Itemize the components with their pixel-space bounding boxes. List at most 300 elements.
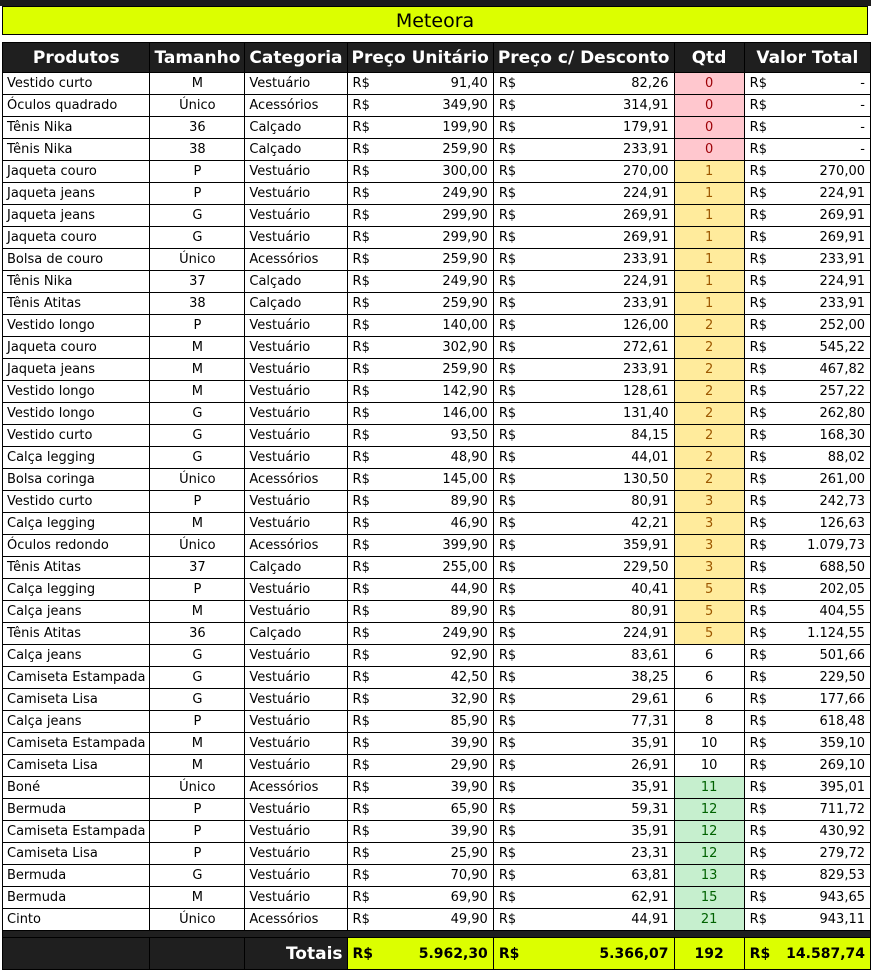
- cell-tamanho[interactable]: 36: [150, 117, 245, 139]
- cell-preco-unitario[interactable]: R$ 142,90: [347, 381, 493, 403]
- cell-qtd[interactable]: 1: [674, 249, 744, 271]
- cell-preco-desconto[interactable]: R$ 26,91: [493, 755, 674, 777]
- cell-tamanho[interactable]: 38: [150, 293, 245, 315]
- cell-qtd[interactable]: 6: [674, 689, 744, 711]
- cell-qtd[interactable]: 13: [674, 865, 744, 887]
- cell-produto[interactable]: Camiseta Lisa: [3, 689, 150, 711]
- cell-qtd[interactable]: 2: [674, 425, 744, 447]
- cell-produto[interactable]: Bermuda: [3, 799, 150, 821]
- cell-valor-total[interactable]: R$ 1.124,55: [744, 623, 870, 645]
- cell-tamanho[interactable]: Único: [150, 249, 245, 271]
- cell-qtd[interactable]: 8: [674, 711, 744, 733]
- total-preco-unitario[interactable]: R$ 5.962,30: [347, 938, 493, 970]
- cell-produto[interactable]: Tênis Nika: [3, 117, 150, 139]
- cell-qtd[interactable]: 0: [674, 73, 744, 95]
- cell-valor-total[interactable]: R$ -: [744, 95, 870, 117]
- cell-tamanho[interactable]: 37: [150, 271, 245, 293]
- cell-preco-unitario[interactable]: R$ 140,00: [347, 315, 493, 337]
- cell-preco-unitario[interactable]: R$ 49,90: [347, 909, 493, 931]
- cell-categoria[interactable]: Acessórios: [245, 777, 347, 799]
- cell-valor-total[interactable]: R$ 430,92: [744, 821, 870, 843]
- cell-preco-desconto[interactable]: R$ 130,50: [493, 469, 674, 491]
- cell-produto[interactable]: Jaqueta jeans: [3, 359, 150, 381]
- cell-categoria[interactable]: Vestuário: [245, 755, 347, 777]
- cell-tamanho[interactable]: G: [150, 689, 245, 711]
- cell-produto[interactable]: Óculos redondo: [3, 535, 150, 557]
- cell-qtd[interactable]: 11: [674, 777, 744, 799]
- cell-preco-unitario[interactable]: R$ 302,90: [347, 337, 493, 359]
- cell-produto[interactable]: Camiseta Estampada: [3, 667, 150, 689]
- cell-valor-total[interactable]: R$ 202,05: [744, 579, 870, 601]
- cell-tamanho[interactable]: M: [150, 601, 245, 623]
- cell-categoria[interactable]: Vestuário: [245, 161, 347, 183]
- cell-categoria[interactable]: Vestuário: [245, 601, 347, 623]
- cell-tamanho[interactable]: G: [150, 205, 245, 227]
- cell-qtd[interactable]: 6: [674, 667, 744, 689]
- cell-valor-total[interactable]: R$ 395,01: [744, 777, 870, 799]
- cell-categoria[interactable]: Acessórios: [245, 469, 347, 491]
- col-header-valor-total[interactable]: Valor Total: [744, 43, 870, 73]
- cell-qtd[interactable]: 10: [674, 755, 744, 777]
- cell-produto[interactable]: Bermuda: [3, 887, 150, 909]
- cell-categoria[interactable]: Vestuário: [245, 667, 347, 689]
- cell-valor-total[interactable]: R$ 404,55: [744, 601, 870, 623]
- col-header-produtos[interactable]: Produtos: [3, 43, 150, 73]
- cell-valor-total[interactable]: R$ 545,22: [744, 337, 870, 359]
- cell-tamanho[interactable]: Único: [150, 95, 245, 117]
- cell-categoria[interactable]: Calçado: [245, 117, 347, 139]
- cell-valor-total[interactable]: R$ 168,30: [744, 425, 870, 447]
- cell-preco-unitario[interactable]: R$ 255,00: [347, 557, 493, 579]
- cell-preco-unitario[interactable]: R$ 259,90: [347, 293, 493, 315]
- cell-tamanho[interactable]: M: [150, 359, 245, 381]
- cell-categoria[interactable]: Vestuário: [245, 205, 347, 227]
- cell-produto[interactable]: Calça legging: [3, 579, 150, 601]
- cell-tamanho[interactable]: Único: [150, 535, 245, 557]
- cell-produto[interactable]: Jaqueta couro: [3, 227, 150, 249]
- total-qtd[interactable]: 192: [674, 938, 744, 970]
- table-row: [3, 689, 871, 711]
- col-header-categoria[interactable]: Categoria: [245, 43, 347, 73]
- cell-categoria[interactable]: Vestuário: [245, 843, 347, 865]
- cell-preco-desconto[interactable]: R$ 314,91: [493, 95, 674, 117]
- cell-tamanho[interactable]: M: [150, 337, 245, 359]
- cell-valor-total[interactable]: R$ 177,66: [744, 689, 870, 711]
- cell-valor-total[interactable]: R$ 711,72: [744, 799, 870, 821]
- cell-categoria[interactable]: Acessórios: [245, 95, 347, 117]
- cell-preco-unitario[interactable]: R$ 85,90: [347, 711, 493, 733]
- cell-categoria[interactable]: Vestuário: [245, 447, 347, 469]
- cell-preco-desconto[interactable]: R$ 59,31: [493, 799, 674, 821]
- cell-tamanho[interactable]: P: [150, 491, 245, 513]
- cell-qtd[interactable]: 5: [674, 601, 744, 623]
- cell-categoria[interactable]: Vestuário: [245, 865, 347, 887]
- cell-categoria[interactable]: Vestuário: [245, 337, 347, 359]
- cell-categoria[interactable]: Calçado: [245, 139, 347, 161]
- cell-qtd[interactable]: 2: [674, 403, 744, 425]
- cell-preco-unitario[interactable]: R$ 44,90: [347, 579, 493, 601]
- cell-preco-desconto[interactable]: R$ 128,61: [493, 381, 674, 403]
- cell-preco-desconto[interactable]: R$ 272,61: [493, 337, 674, 359]
- total-valor[interactable]: R$ 14.587,74: [744, 938, 870, 970]
- table-row: [3, 205, 871, 227]
- cell-categoria[interactable]: Vestuário: [245, 513, 347, 535]
- cell-preco-unitario[interactable]: R$ 199,90: [347, 117, 493, 139]
- cell-valor-total[interactable]: R$ 269,91: [744, 227, 870, 249]
- cell-tamanho[interactable]: G: [150, 645, 245, 667]
- cell-preco-desconto[interactable]: R$ 77,31: [493, 711, 674, 733]
- cell-categoria[interactable]: Calçado: [245, 271, 347, 293]
- cell-preco-unitario[interactable]: R$ 46,90: [347, 513, 493, 535]
- cell-preco-desconto[interactable]: R$ 229,50: [493, 557, 674, 579]
- cell-categoria[interactable]: Vestuário: [245, 73, 347, 95]
- cell-tamanho[interactable]: M: [150, 73, 245, 95]
- table-row: [3, 601, 871, 623]
- cell-valor-total[interactable]: R$ 279,72: [744, 843, 870, 865]
- cell-produto[interactable]: Bolsa coringa: [3, 469, 150, 491]
- cell-qtd[interactable]: 2: [674, 315, 744, 337]
- cell-preco-desconto[interactable]: R$ 233,91: [493, 359, 674, 381]
- totals-label[interactable]: Totais: [245, 938, 347, 970]
- cell-valor-total[interactable]: R$ 233,91: [744, 293, 870, 315]
- cell-categoria[interactable]: Vestuário: [245, 887, 347, 909]
- cell-valor-total[interactable]: R$ 359,10: [744, 733, 870, 755]
- cell-preco-unitario[interactable]: R$ 145,00: [347, 469, 493, 491]
- cell-qtd[interactable]: 21: [674, 909, 744, 931]
- separator-row: [3, 931, 871, 938]
- cell-tamanho[interactable]: Único: [150, 777, 245, 799]
- cell-preco-unitario[interactable]: R$ 93,50: [347, 425, 493, 447]
- cell-preco-unitario[interactable]: R$ 299,90: [347, 227, 493, 249]
- cell-preco-desconto[interactable]: R$ 35,91: [493, 777, 674, 799]
- cell-tamanho[interactable]: G: [150, 865, 245, 887]
- cell-produto[interactable]: Vestido curto: [3, 425, 150, 447]
- cell-valor-total[interactable]: R$ 261,00: [744, 469, 870, 491]
- cell-preco-unitario[interactable]: R$ 399,90: [347, 535, 493, 557]
- cell-produto[interactable]: Tênis Nika: [3, 271, 150, 293]
- cell-produto[interactable]: Jaqueta jeans: [3, 183, 150, 205]
- cell-produto[interactable]: Tênis Atitas: [3, 623, 150, 645]
- cell-preco-unitario[interactable]: R$ 249,90: [347, 623, 493, 645]
- cell-preco-desconto[interactable]: R$ 44,91: [493, 909, 674, 931]
- cell-preco-unitario[interactable]: R$ 249,90: [347, 271, 493, 293]
- cell-preco-desconto[interactable]: R$ 29,61: [493, 689, 674, 711]
- cell-tamanho[interactable]: P: [150, 799, 245, 821]
- cell-tamanho[interactable]: P: [150, 579, 245, 601]
- cell-valor-total[interactable]: R$ -: [744, 139, 870, 161]
- cell-preco-desconto[interactable]: R$ 80,91: [493, 491, 674, 513]
- cell-tamanho[interactable]: 38: [150, 139, 245, 161]
- cell-produto[interactable]: Jaqueta jeans: [3, 205, 150, 227]
- cell-valor-total[interactable]: R$ 257,22: [744, 381, 870, 403]
- cell-qtd[interactable]: 2: [674, 359, 744, 381]
- cell-qtd[interactable]: 2: [674, 447, 744, 469]
- cell-preco-desconto[interactable]: R$ 63,81: [493, 865, 674, 887]
- cell-valor-total[interactable]: R$ 269,10: [744, 755, 870, 777]
- cell-categoria[interactable]: Vestuário: [245, 403, 347, 425]
- cell-categoria[interactable]: Vestuário: [245, 425, 347, 447]
- cell-qtd[interactable]: 5: [674, 623, 744, 645]
- cell-valor-total[interactable]: R$ -: [744, 117, 870, 139]
- cell-categoria[interactable]: Calçado: [245, 293, 347, 315]
- cell-preco-desconto[interactable]: R$ 80,91: [493, 601, 674, 623]
- cell-categoria[interactable]: Vestuário: [245, 183, 347, 205]
- cell-produto[interactable]: Vestido longo: [3, 315, 150, 337]
- cell-produto[interactable]: Tênis Atitas: [3, 293, 150, 315]
- cell-preco-unitario[interactable]: R$ 300,00: [347, 161, 493, 183]
- table-row: [3, 337, 871, 359]
- col-header-preco-desconto[interactable]: Preço c/ Desconto: [493, 43, 674, 73]
- cell-preco-desconto[interactable]: R$ 269,91: [493, 227, 674, 249]
- cell-valor-total[interactable]: R$ 224,91: [744, 183, 870, 205]
- cell-preco-unitario[interactable]: R$ 42,50: [347, 667, 493, 689]
- cell-tamanho[interactable]: G: [150, 403, 245, 425]
- cell-produto[interactable]: Calça legging: [3, 513, 150, 535]
- cell-categoria[interactable]: Vestuário: [245, 227, 347, 249]
- cell-valor-total[interactable]: R$ 88,02: [744, 447, 870, 469]
- cell-tamanho[interactable]: M: [150, 381, 245, 403]
- cell-qtd[interactable]: 1: [674, 205, 744, 227]
- cell-tamanho[interactable]: M: [150, 733, 245, 755]
- cell-categoria[interactable]: Acessórios: [245, 249, 347, 271]
- table-row: [3, 293, 871, 315]
- cell-preco-unitario[interactable]: R$ 39,90: [347, 821, 493, 843]
- cell-produto[interactable]: Cinto: [3, 909, 150, 931]
- cell-categoria[interactable]: Vestuário: [245, 689, 347, 711]
- table-row: [3, 249, 871, 271]
- table-row: [3, 469, 871, 491]
- cell-categoria[interactable]: Vestuário: [245, 491, 347, 513]
- cell-preco-unitario[interactable]: R$ 65,90: [347, 799, 493, 821]
- cell-preco-unitario[interactable]: R$ 89,90: [347, 491, 493, 513]
- cell-preco-unitario[interactable]: R$ 92,90: [347, 645, 493, 667]
- cell-preco-desconto[interactable]: R$ 270,00: [493, 161, 674, 183]
- cell-preco-desconto[interactable]: R$ 35,91: [493, 733, 674, 755]
- cell-qtd[interactable]: 15: [674, 887, 744, 909]
- cell-qtd[interactable]: 1: [674, 161, 744, 183]
- cell-valor-total[interactable]: R$ -: [744, 73, 870, 95]
- cell-preco-desconto[interactable]: R$ 83,61: [493, 645, 674, 667]
- cell-preco-unitario[interactable]: R$ 32,90: [347, 689, 493, 711]
- cell-preco-unitario[interactable]: R$ 25,90: [347, 843, 493, 865]
- cell-preco-desconto[interactable]: R$ 82,26: [493, 73, 674, 95]
- cell-categoria[interactable]: Vestuário: [245, 711, 347, 733]
- cell-preco-desconto[interactable]: R$ 359,91: [493, 535, 674, 557]
- cell-valor-total[interactable]: R$ 242,73: [744, 491, 870, 513]
- totals-row: [3, 938, 871, 970]
- cell-preco-desconto[interactable]: R$ 42,21: [493, 513, 674, 535]
- cell-preco-desconto[interactable]: R$ 131,40: [493, 403, 674, 425]
- cell-qtd[interactable]: 12: [674, 843, 744, 865]
- cell-preco-unitario[interactable]: R$ 146,00: [347, 403, 493, 425]
- cell-produto[interactable]: Bermuda: [3, 865, 150, 887]
- table-row: [3, 535, 871, 557]
- cell-tamanho[interactable]: M: [150, 755, 245, 777]
- col-header-qtd[interactable]: Qtd: [674, 43, 744, 73]
- cell-preco-desconto[interactable]: R$ 126,00: [493, 315, 674, 337]
- cell-preco-desconto[interactable]: R$ 44,01: [493, 447, 674, 469]
- cell-qtd[interactable]: 3: [674, 491, 744, 513]
- cell-produto[interactable]: Camiseta Lisa: [3, 843, 150, 865]
- cell-categoria[interactable]: Vestuário: [245, 645, 347, 667]
- cell-qtd[interactable]: 1: [674, 227, 744, 249]
- cell-valor-total[interactable]: R$ 224,91: [744, 271, 870, 293]
- cell-preco-unitario[interactable]: R$ 69,90: [347, 887, 493, 909]
- cell-preco-desconto[interactable]: R$ 35,91: [493, 821, 674, 843]
- cell-qtd[interactable]: 1: [674, 271, 744, 293]
- cell-valor-total[interactable]: R$ 233,91: [744, 249, 870, 271]
- cell-preco-desconto[interactable]: R$ 224,91: [493, 623, 674, 645]
- cell-valor-total[interactable]: R$ 229,50: [744, 667, 870, 689]
- cell-qtd[interactable]: 10: [674, 733, 744, 755]
- cell-produto[interactable]: Camiseta Estampada: [3, 733, 150, 755]
- cell-preco-unitario[interactable]: R$ 299,90: [347, 205, 493, 227]
- cell-tamanho[interactable]: 37: [150, 557, 245, 579]
- cell-categoria[interactable]: Acessórios: [245, 909, 347, 931]
- cell-qtd[interactable]: 3: [674, 557, 744, 579]
- cell-preco-desconto[interactable]: R$ 269,91: [493, 205, 674, 227]
- cell-qtd[interactable]: 0: [674, 95, 744, 117]
- cell-produto[interactable]: Tênis Atitas: [3, 557, 150, 579]
- cell-valor-total[interactable]: R$ 252,00: [744, 315, 870, 337]
- cell-tamanho[interactable]: Único: [150, 909, 245, 931]
- cell-tamanho[interactable]: G: [150, 425, 245, 447]
- cell-qtd[interactable]: 0: [674, 139, 744, 161]
- cell-categoria[interactable]: Vestuário: [245, 799, 347, 821]
- cell-preco-desconto[interactable]: R$ 62,91: [493, 887, 674, 909]
- cell-tamanho[interactable]: G: [150, 447, 245, 469]
- cell-tamanho[interactable]: P: [150, 843, 245, 865]
- cell-preco-unitario[interactable]: R$ 259,90: [347, 249, 493, 271]
- cell-produto[interactable]: Camiseta Estampada: [3, 821, 150, 843]
- cell-tamanho[interactable]: M: [150, 513, 245, 535]
- cell-qtd[interactable]: 12: [674, 799, 744, 821]
- cell-qtd[interactable]: 2: [674, 337, 744, 359]
- total-preco-desconto[interactable]: R$ 5.366,07: [493, 938, 674, 970]
- cell-tamanho[interactable]: P: [150, 183, 245, 205]
- cell-preco-unitario[interactable]: R$ 259,90: [347, 359, 493, 381]
- cell-preco-desconto[interactable]: R$ 23,31: [493, 843, 674, 865]
- cell-qtd[interactable]: 2: [674, 469, 744, 491]
- cell-categoria[interactable]: Acessórios: [245, 535, 347, 557]
- cell-preco-unitario[interactable]: R$ 39,90: [347, 733, 493, 755]
- cell-tamanho[interactable]: P: [150, 315, 245, 337]
- cell-valor-total[interactable]: R$ 501,66: [744, 645, 870, 667]
- cell-qtd[interactable]: 3: [674, 513, 744, 535]
- cell-preco-desconto[interactable]: R$ 38,25: [493, 667, 674, 689]
- cell-produto[interactable]: Vestido curto: [3, 73, 150, 95]
- col-header-preco-unitario[interactable]: Preço Unitário: [347, 43, 493, 73]
- cell-valor-total[interactable]: R$ 829,53: [744, 865, 870, 887]
- cell-preco-desconto[interactable]: R$ 233,91: [493, 249, 674, 271]
- cell-valor-total[interactable]: R$ 270,00: [744, 161, 870, 183]
- cell-qtd[interactable]: 0: [674, 117, 744, 139]
- cell-qtd[interactable]: 6: [674, 645, 744, 667]
- cell-categoria[interactable]: Vestuário: [245, 821, 347, 843]
- cell-valor-total[interactable]: R$ 467,82: [744, 359, 870, 381]
- cell-preco-unitario[interactable]: R$ 70,90: [347, 865, 493, 887]
- table-row: [3, 227, 871, 249]
- cell-tamanho[interactable]: G: [150, 667, 245, 689]
- cell-categoria[interactable]: Vestuário: [245, 381, 347, 403]
- cell-categoria[interactable]: Vestuário: [245, 579, 347, 601]
- cell-preco-desconto[interactable]: R$ 224,91: [493, 271, 674, 293]
- col-header-tamanho[interactable]: Tamanho: [150, 43, 245, 73]
- cell-preco-desconto[interactable]: R$ 179,91: [493, 117, 674, 139]
- table-row: [3, 117, 871, 139]
- cell-preco-desconto[interactable]: R$ 224,91: [493, 183, 674, 205]
- cell-tamanho[interactable]: P: [150, 821, 245, 843]
- cell-preco-desconto[interactable]: R$ 40,41: [493, 579, 674, 601]
- cell-valor-total[interactable]: R$ 688,50: [744, 557, 870, 579]
- cell-valor-total[interactable]: R$ 943,11: [744, 909, 870, 931]
- cell-produto[interactable]: Óculos quadrado: [3, 95, 150, 117]
- cell-valor-total[interactable]: R$ 262,80: [744, 403, 870, 425]
- cell-categoria[interactable]: Calçado: [245, 557, 347, 579]
- cell-qtd[interactable]: 3: [674, 535, 744, 557]
- cell-produto[interactable]: Calça legging: [3, 447, 150, 469]
- cell-preco-desconto[interactable]: R$ 84,15: [493, 425, 674, 447]
- cell-produto[interactable]: Jaqueta couro: [3, 161, 150, 183]
- cell-preco-unitario[interactable]: R$ 39,90: [347, 777, 493, 799]
- cell-produto[interactable]: Vestido longo: [3, 381, 150, 403]
- cell-qtd[interactable]: 1: [674, 183, 744, 205]
- cell-tamanho[interactable]: M: [150, 887, 245, 909]
- cell-valor-total[interactable]: R$ 618,48: [744, 711, 870, 733]
- cell-preco-unitario[interactable]: R$ 259,90: [347, 139, 493, 161]
- cell-produto[interactable]: Camiseta Lisa: [3, 755, 150, 777]
- table-row: [3, 513, 871, 535]
- cell-produto[interactable]: Vestido curto: [3, 491, 150, 513]
- cell-tamanho[interactable]: G: [150, 227, 245, 249]
- table-row: [3, 271, 871, 293]
- cell-categoria[interactable]: Calçado: [245, 623, 347, 645]
- cell-valor-total[interactable]: R$ 1.079,73: [744, 535, 870, 557]
- cell-preco-unitario[interactable]: R$ 349,90: [347, 95, 493, 117]
- cell-valor-total[interactable]: R$ 126,63: [744, 513, 870, 535]
- cell-produto[interactable]: Tênis Nika: [3, 139, 150, 161]
- cell-preco-unitario[interactable]: R$ 91,40: [347, 73, 493, 95]
- cell-qtd[interactable]: 1: [674, 293, 744, 315]
- cell-produto[interactable]: Boné: [3, 777, 150, 799]
- cell-tamanho[interactable]: P: [150, 711, 245, 733]
- cell-categoria[interactable]: Vestuário: [245, 315, 347, 337]
- cell-tamanho[interactable]: P: [150, 161, 245, 183]
- cell-qtd[interactable]: 5: [674, 579, 744, 601]
- cell-produto[interactable]: Calça jeans: [3, 601, 150, 623]
- cell-produto[interactable]: Vestido longo: [3, 403, 150, 425]
- cell-produto[interactable]: Jaqueta couro: [3, 337, 150, 359]
- cell-categoria[interactable]: Vestuário: [245, 359, 347, 381]
- cell-valor-total[interactable]: R$ 269,91: [744, 205, 870, 227]
- cell-valor-total[interactable]: R$ 943,65: [744, 887, 870, 909]
- cell-tamanho[interactable]: Único: [150, 469, 245, 491]
- cell-categoria[interactable]: Vestuário: [245, 733, 347, 755]
- cell-produto[interactable]: Bolsa de couro: [3, 249, 150, 271]
- cell-produto[interactable]: Calça jeans: [3, 645, 150, 667]
- cell-qtd[interactable]: 2: [674, 381, 744, 403]
- cell-preco-unitario[interactable]: R$ 89,90: [347, 601, 493, 623]
- cell-tamanho[interactable]: 36: [150, 623, 245, 645]
- cell-preco-desconto[interactable]: R$ 233,91: [493, 293, 674, 315]
- cell-qtd[interactable]: 12: [674, 821, 744, 843]
- cell-preco-unitario[interactable]: R$ 48,90: [347, 447, 493, 469]
- cell-produto[interactable]: Calça jeans: [3, 711, 150, 733]
- cell-preco-unitario[interactable]: R$ 29,90: [347, 755, 493, 777]
- cell-preco-unitario[interactable]: R$ 249,90: [347, 183, 493, 205]
- cell-preco-desconto[interactable]: R$ 233,91: [493, 139, 674, 161]
- sheet-title[interactable]: Meteora: [2, 6, 868, 35]
